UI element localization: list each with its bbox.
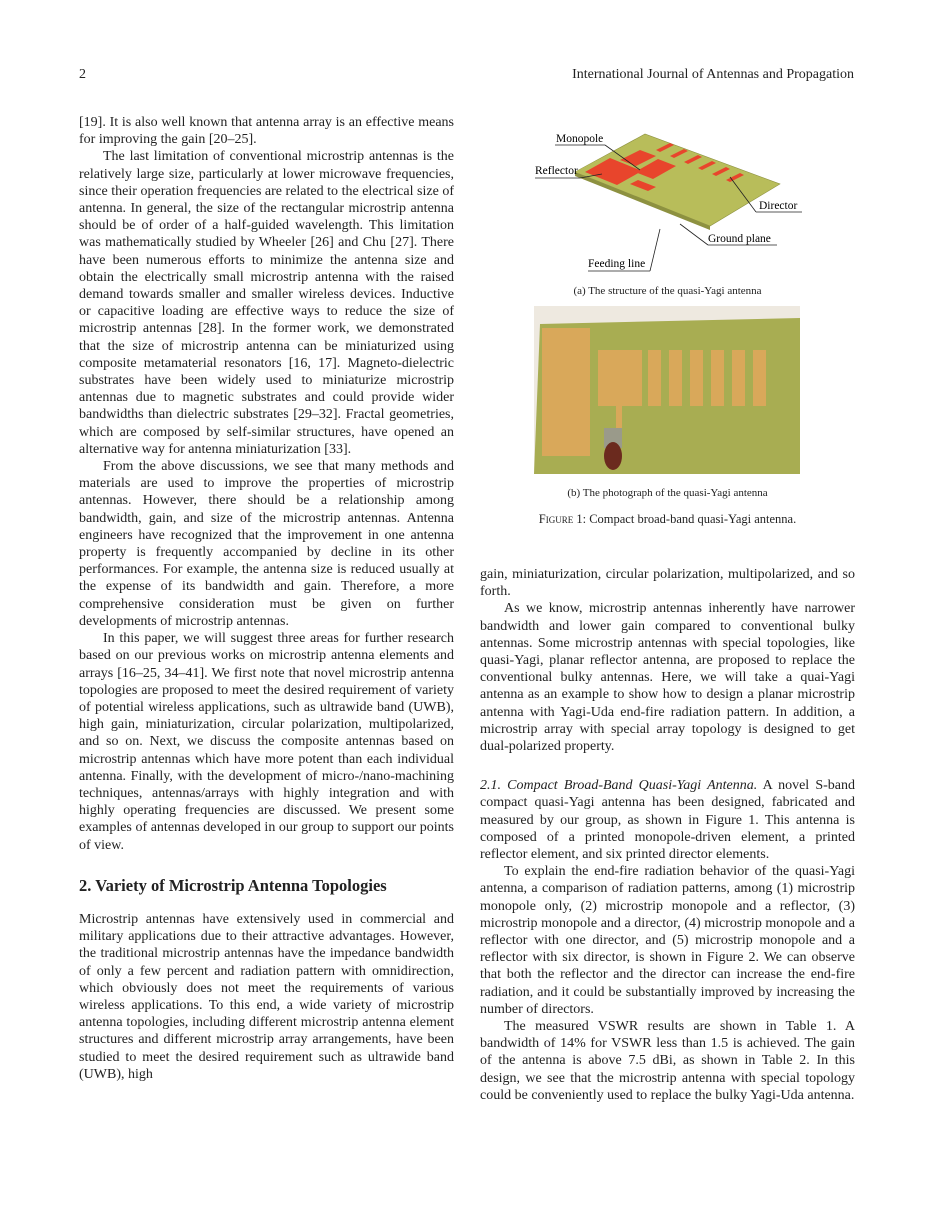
paragraph: Microstrip antennas have extensively used in commercial and military applications due to their attractive advantages. However, the traditional microstrip antennas have the impedance bandwidth of only a few percent and radiation pattern with omnidirection, which obviously does not meet the requirements of various wireless applications. To this end, a wide variety of microstrip antenna topologies, including different microstrip antenna element structures and different microstrip array arrangements, have been studied to meet the desired requirement such as ultrawide band (UWB), high	[79, 911, 454, 1082]
paragraph: 2.1. Compact Broad-Band Quasi-Yagi Antenna. A novel S-band compact quasi-Yagi antenna has been designed, fabricated and measured by our group, as shown in Figure 1. This antenna is composed of a printed monopole-driven element, a printed reflector element, and six printed director elements.	[480, 778, 855, 863]
label-reflector: Reflector	[535, 165, 578, 177]
label-director: Director	[759, 200, 798, 212]
antenna-photograph	[480, 306, 855, 474]
label-ground-plane: Ground plane	[708, 233, 771, 245]
left-column	[79, 114, 454, 1083]
paragraph: gain, miniaturization, circular polarization, multipolarized, and so forth.	[480, 567, 855, 600]
paragraph: [19]. It is also well known that antenna array is an effective means for improving the gain [20–25].	[79, 115, 454, 148]
paragraph: The last limitation of conventional microstrip antennas is the relatively large size, particularly at lower microwave frequencies, since their operation frequencies are related to the electrical size of antenna. In general, the size of the rectangular microstrip antenna should be of order of a half-guided wavelength. This limitation was mathematically studied by Wheeler [26] and Chu [27]. There have been numerous efforts to minimize the antenna size and obtain the electrically small microstrip antenna with the raised demand towards smaller and smaller wireless devices. Inductive or capacitive loading are effective ways to reduce the size of microstrip antennas [28]. In the former work, we demonstrated that the size of microstrip antenna can be miniaturized using composite metamaterial resonators [16, 17]. Magneto-dielectric substrates have been widely used to miniaturize microstrip antennas due to magnetic substrates and could provide wider bandwidths than dielectric substrates [29–32]. Fractal geometries, which are composed by self-similar structures, have opened an alternative way for antenna miniaturization [33].	[79, 149, 454, 457]
photo-ground-plane	[542, 328, 590, 456]
journal-title: International Journal of Antennas and Propagation	[572, 67, 854, 82]
figure-1	[480, 114, 855, 527]
paragraph: To explain the end-fire radiation behavior of the quasi-Yagi antenna, a comparison of radiation patterns, among (1) microstrip monopole only, (2) microstrip monopole and a reflector, (3) microstrip monopole and a director, (4) microstrip monopole and a reflector with one director, and (5) microstrip monopole and a reflector with six director, is shown in Figure 2. We can observe that both the reflector and the director can increase the end-fire radiation, and it could be substantially improved by increasing the number of directors.	[480, 864, 855, 1017]
label-feeding-line: Feeding line	[588, 258, 646, 270]
label-monopole: Monopole	[556, 133, 604, 145]
paragraph: From the above discussions, we see that many methods and materials are used to improve the properties of microstrip antennas. However, there should be a relationship among bandwidth, gain, and size of the microstrip antennas. Antenna engineers have recognized that the improvement in one antenna property is frequently accompanied by decline in its other performances. For example, the antenna size is reduced usually at the expense of its bandwidth and gain. Therefore, a more comprehensive consideration must be given on further developments of microstrip antennas.	[79, 459, 454, 629]
antenna-structure-diagram	[480, 114, 855, 284]
photo-monopole	[598, 350, 642, 406]
subcaption-b: (b) The photograph of the quasi-Yagi antenna	[567, 487, 768, 499]
paragraph: The measured VSWR results are shown in Table 1. A bandwidth of 14% for VSWR less than 1.5 is achieved. The gain of the antenna is above 7.5 dBi, as shown in Table 2. In this design, we see that the microstrip antenna with special topology could be conveniently used to replace the bulky Yagi-Uda antenna.	[480, 1019, 855, 1103]
figure-caption: Figure 1: Compact broad-band quasi-Yagi antenna.	[538, 512, 797, 526]
section-heading: 2. Variety of Microstrip Antenna Topologies	[79, 875, 387, 895]
subcaption-a: (a) The structure of the quasi-Yagi antenna	[573, 285, 762, 297]
subsection-title: 2.1. Compact Broad-Band Quasi-Yagi Antenna.	[480, 778, 758, 794]
right-column	[480, 566, 855, 1104]
page-number: 2	[79, 67, 86, 82]
paragraph: In this paper, we will suggest three areas for further research based on our previous works on microstrip antenna elements and arrays [16–25, 34–41]. We first note that novel microstrip antenna topologies are proposed to meet the desired requirement of variety of potential wireless applications, such as ultrawide band (UWB), high gain, miniaturization, circular polarization, multipolarized, and so on. Next, we discuss the composite antennas based on microstrip antennas which have more potent than each individual antenna. Finally, with the development of micro-/nano-machining techniques, antennas/arrays with highly integration and with highly operating frequencies are discussed. We present some examples of antennas developed in our group to support our points of view.	[79, 631, 454, 853]
paragraph: As we know, microstrip antennas inherently have narrower bandwidth and lower gain compared to conventional bulky antennas. Some microstrip antennas with special topologies, like quasi-Yagi, planar reflector antenna, are proposed to replace the conventional bulky antennas. Here, we will take a quai-Yagi antenna as an example to show how to design a planar microstrip antenna with Yagi-Uda end-fire radiation pattern. In addition, a microstrip array with special array topology is designed to get dual-polarized property.	[480, 601, 855, 755]
